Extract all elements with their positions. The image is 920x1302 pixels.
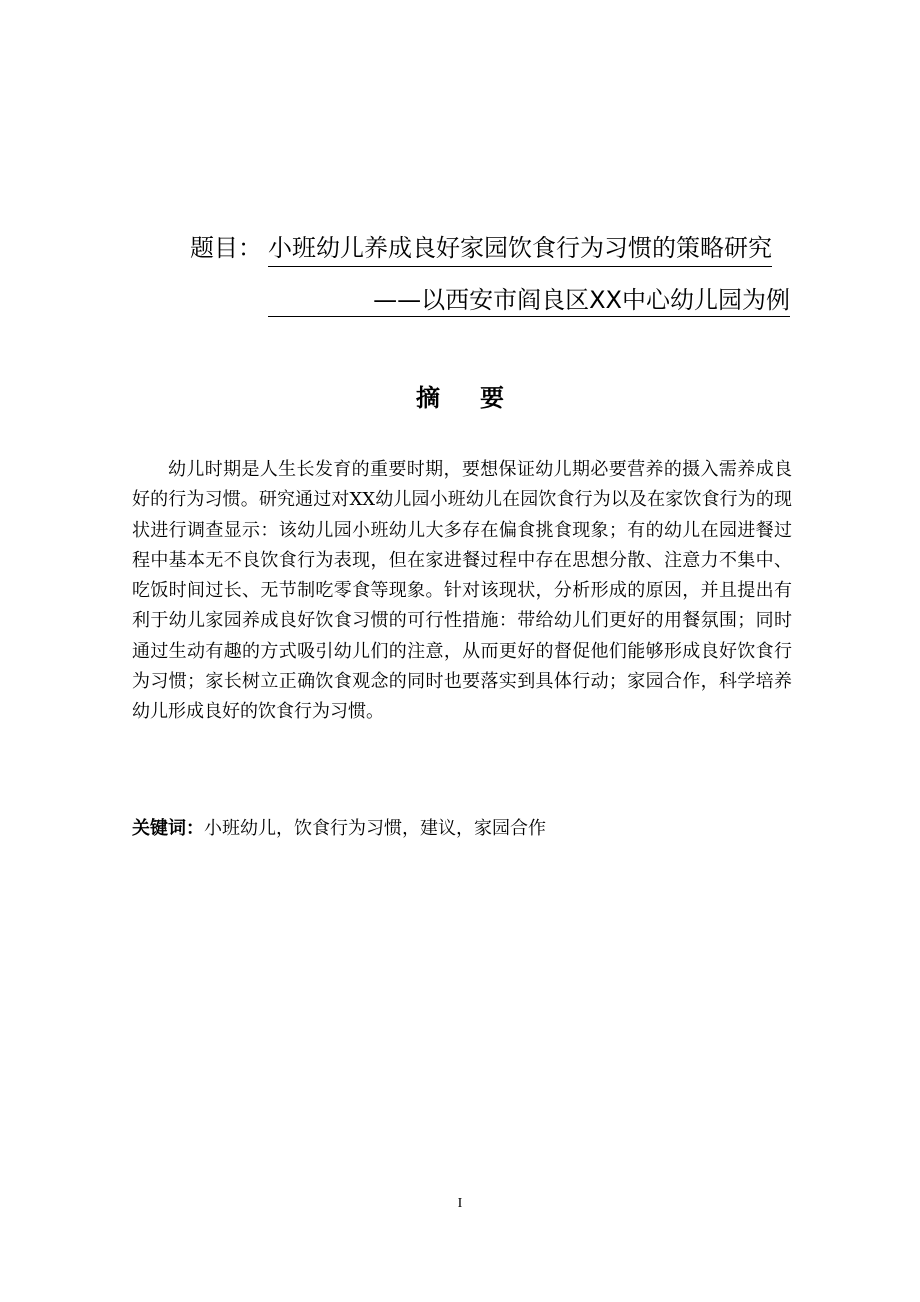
keywords (132, 815, 792, 843)
page-number: I (457, 1196, 463, 1211)
title-main: 小班幼儿养成良好家园饮食行为习惯的策略研究 (268, 232, 772, 267)
abstract-body: 幼儿时期是人生长发育的重要时期，要想保证幼儿期必要营养的摄入需养成良好的行为习惯。研究通过对XX幼儿园小班幼儿在园饮食行为以及在家饮食行为的现状进行调查显示：该幼儿园小班幼儿大多存在偏食挑食现象；有的幼儿在园进餐过程中基本无不良饮食行为表现，但在家进餐过程中存在思想分散、注意力不集中、吃饭时间过长、无节制吃零食等现象。针对该现状，分析形成的原因，并且提出有利于幼儿家园养成良好饮食习惯的可行性措施：带给幼儿们更好的用餐氛围；同时通过生动有趣的方式吸引幼儿们的注意，从而更好的督促他们能够形成良好饮食行为习惯；家长树立正确饮食观念的同时也要落实到具体行动；家园合作，科学培养幼儿形成良好的饮食行为习惯。 (132, 459, 792, 723)
title-label: 题目： (190, 234, 262, 262)
title-subtitle: ——以西安市阎良区XX中心幼儿园为例 (268, 284, 790, 317)
keywords-value: 小班幼儿，饮食行为习惯，建议，家园合作 (204, 818, 546, 839)
title-block (190, 232, 790, 264)
title-line (190, 232, 790, 264)
keywords-label: 关键词： (132, 818, 204, 839)
abstract-heading: 摘要 (416, 384, 544, 412)
